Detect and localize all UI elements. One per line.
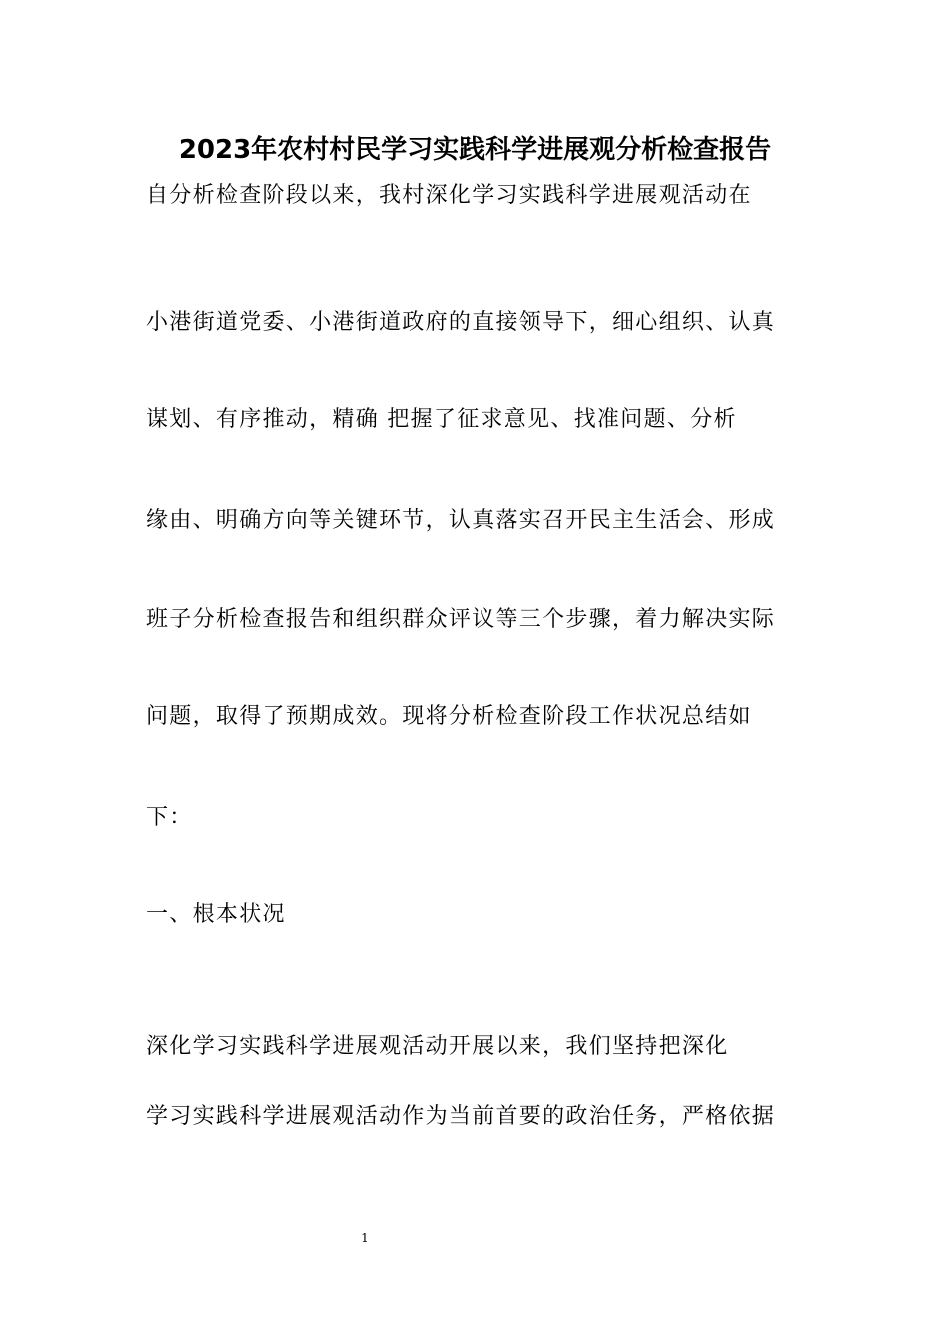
body-line-2: 小港街道党委、小港街道政府的直接领导下，细心组织、认真 [146, 310, 776, 335]
body-line-6: 问题，取得了预期成效。现将分析检查阶段工作状况总结如 [146, 704, 752, 729]
body-line-10: 学习实践科学进展观活动作为当前首要的政治任务，严格依据 [146, 1104, 776, 1129]
page-number: 1 [361, 1231, 369, 1245]
body-line-5: 班子分析检查报告和组织群众评议等三个步骤，着力解决实际 [146, 607, 776, 632]
body-line-9: 深化学习实践科学进展观活动开展以来，我们坚持把深化 [146, 1034, 729, 1059]
section-heading: 一、根本状况 [146, 902, 286, 927]
body-line-1: 自分析检查阶段以来，我村深化学习实践科学进展观活动在 [146, 183, 752, 208]
document-title: 2023年农村村民学习实践科学进展观分析检查报告 [178, 135, 772, 165]
body-line-3: 谋划、有序推动，精确 把握了征求意见、找准问题、分析 [146, 407, 737, 432]
body-line-7: 下： [146, 805, 193, 830]
body-line-4: 缘由、明确方向等关键环节，认真落实召开民主生活会、形成 [146, 508, 776, 533]
